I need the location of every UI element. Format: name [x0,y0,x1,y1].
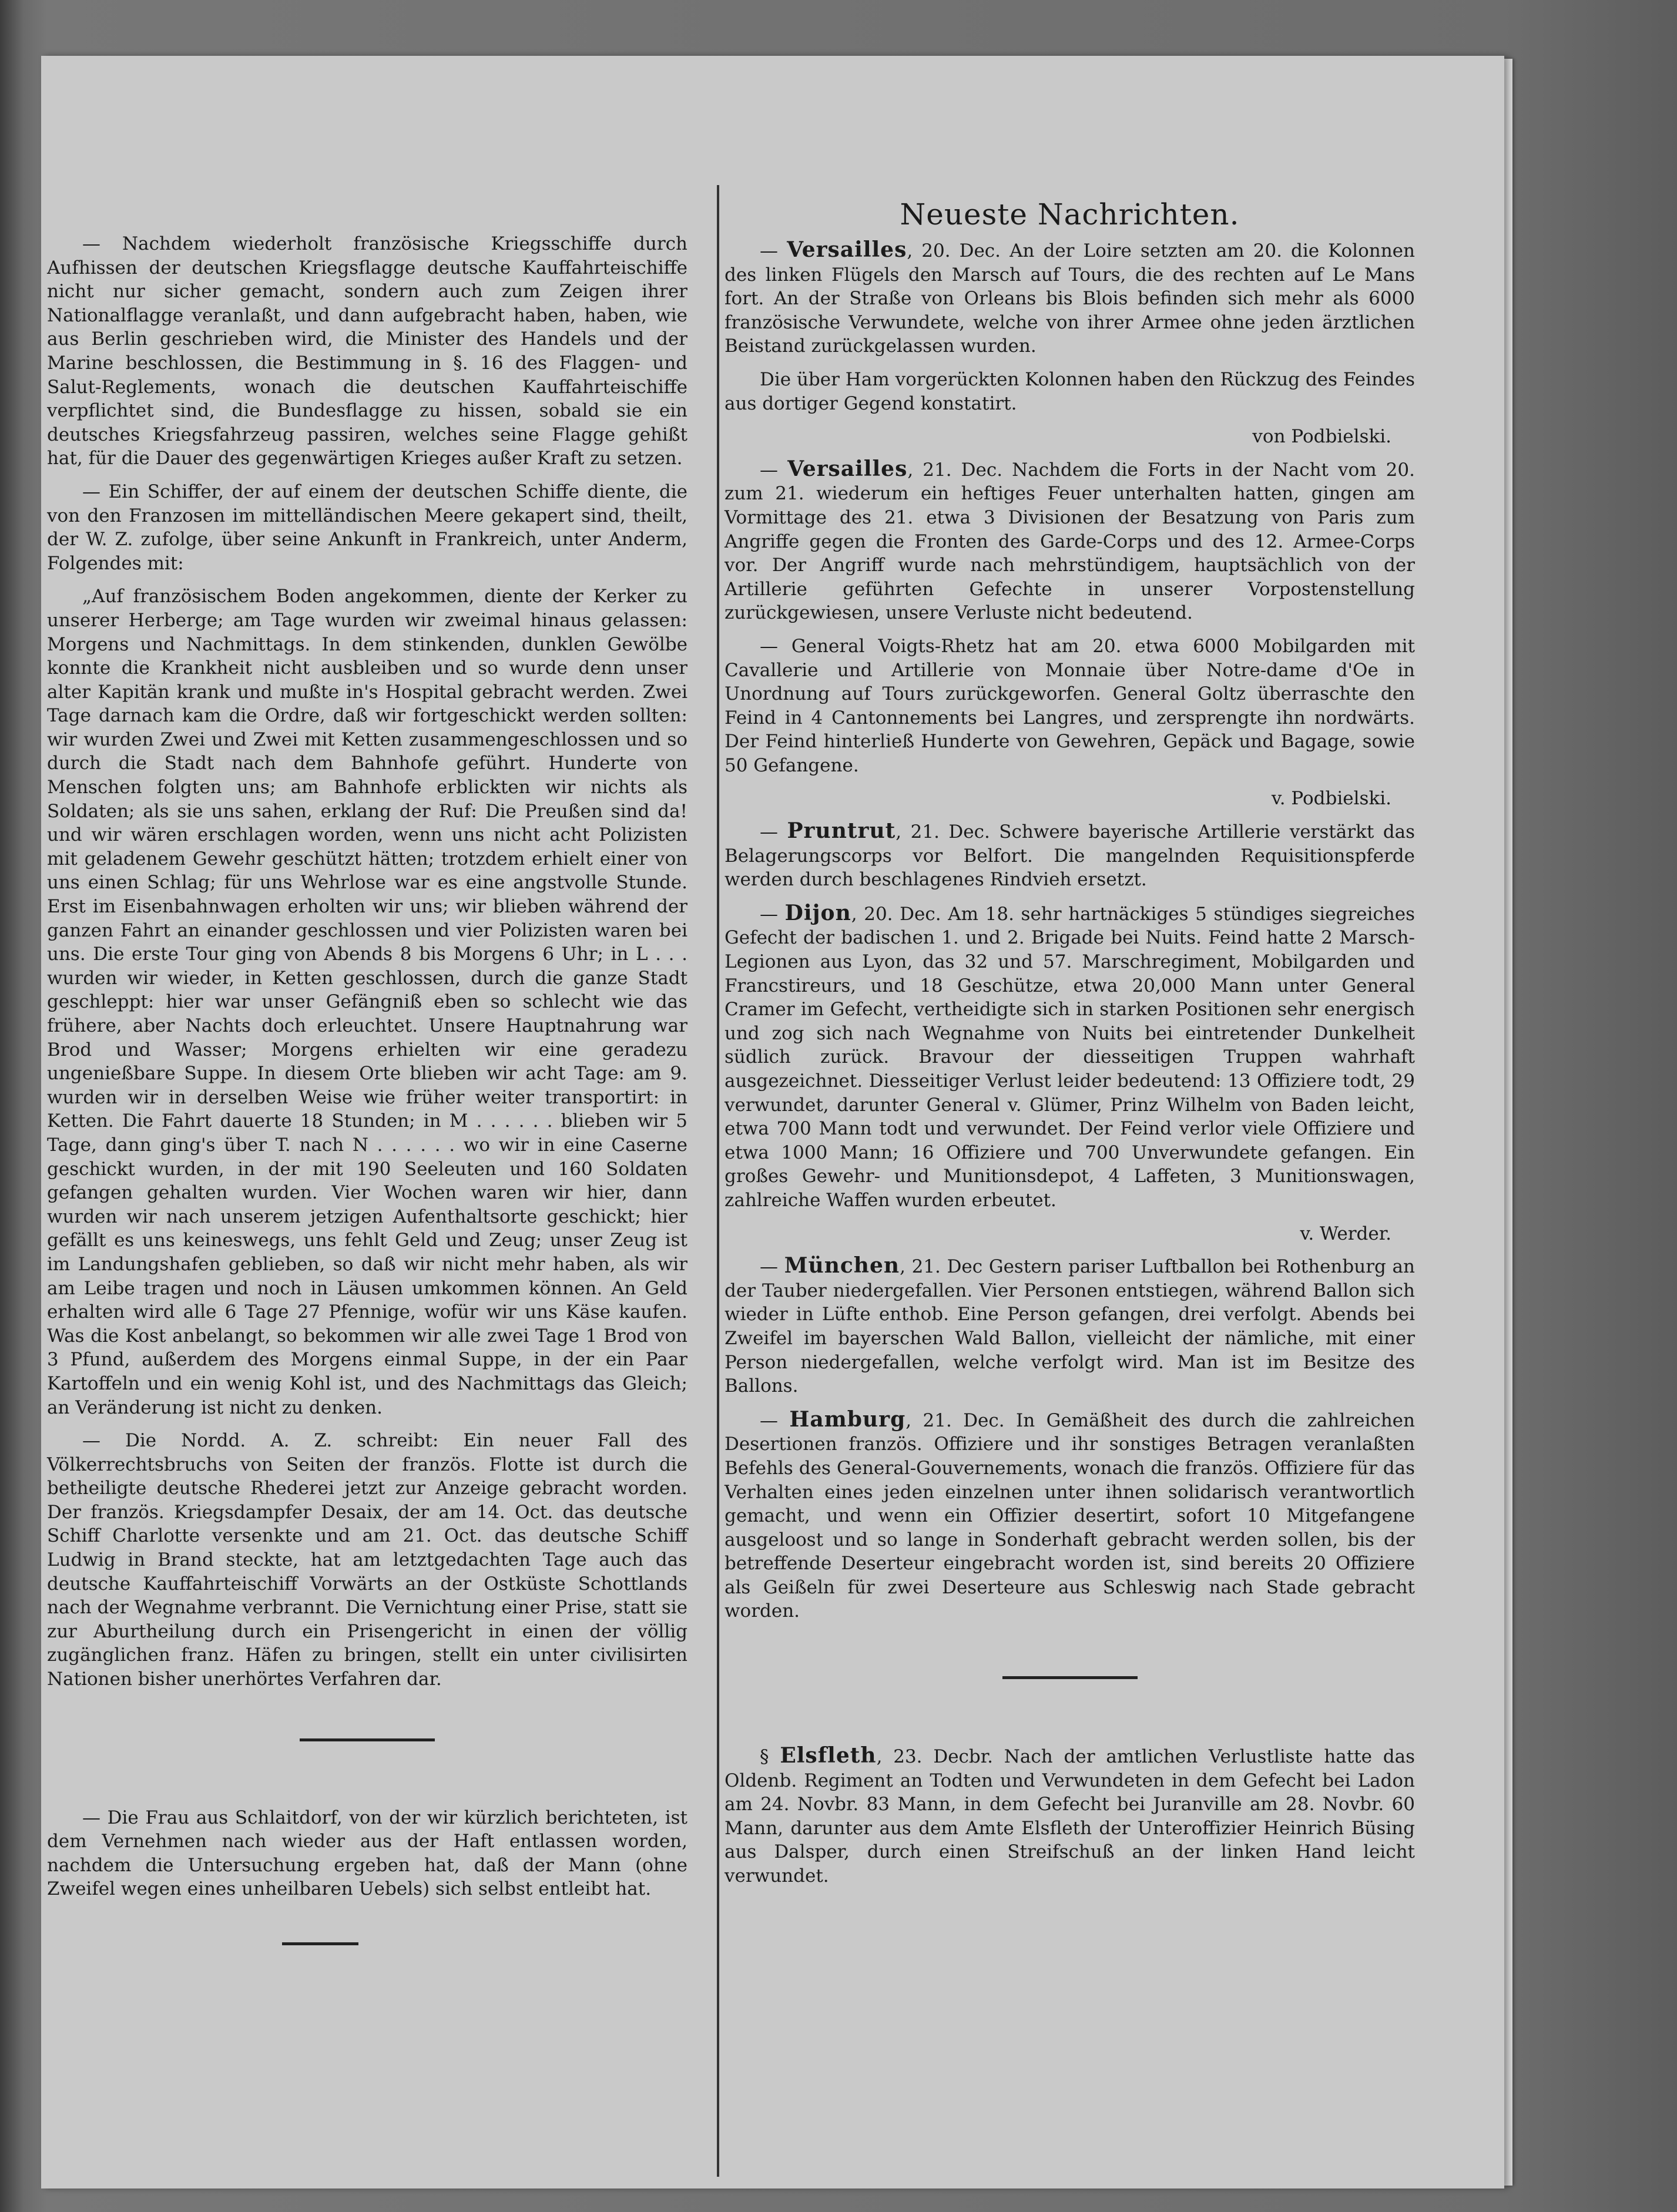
section-heading: Neueste Nachrichten. [900,197,1240,231]
article-flag-rule: — Nachdem wiederholt französische Kriegsschiffe durch Aufhissen der deutschen Kriegsflagge deutsche Kauffahrteischiffe nicht nur sicher gemacht, sondern auch zum Zeigen ihrer Nationalflagge veranlaßt, und dann aufgebracht haben, haben, wie aus Berlin geschrieben wird, die Minister des Handels und der Marine beschlossen, die Bestimmung in §. 16 des Flaggen- und Salut-Reglements, wonach die deutschen Kauffahrteischiffe verpflichtet sind, die Bundesflagge zu hissen, sobald sie ein deutsches Kriegsfahrzeug passiren, welches seine Flagge gehißt hat, für die Dauer des gegenwärtigen Krieges außer Kraft zu setzen. [47,233,687,469]
item-text: , 20. Dec. Am 18. sehr hartnäckiges 5 stündiges siegreiches Gefecht der badischen 1. und 2. Brigade bei Nuits. Feind hatte 2 Marsch-Legionen aus Lyon, das 32 und 57. Marschregiment, Mobilgarden und Francstireurs, und 18 Geschütze, etwa 20,000 Mann unter General Cramer im Gefecht, vertheidigte sich in starken Positionen sehr energisch und zog sich nach Wegnahme von Nuits bei eintretender Dunkelheit südlich zurück. Bravour der diesseitigen Truppen wahrhaft ausgezeichnet. Diesseitiger Verlust leider bedeutend: 13 Offiziere todt, 29 verwundet, darunter General v. Glümer, Prinz Wilhelm von Baden leicht, etwa 700 Mann todt und verwundet. Der Feind verlor viele Offiziere und etwa 1000 Mann; 16 Offiziere und 700 Unverwundete gefangen. Ein großes Gewehr- und Munitionsdepot, 4 Laffeten, 3 Munitionswagen, zahlreiche Waffen wurden erbeutet. [725,903,1415,1211]
news-versailles-20 [725,238,1415,358]
signature: von Podbielski. [1252,426,1391,448]
item-prefix: — [760,821,787,843]
separator-rule [1002,1676,1138,1679]
item-prefix: § [760,1746,780,1768]
article-schlaitdorf: — Die Frau aus Schlaitdorf, von der wir kürzlich berichteten, ist dem Vernehmen nach wieder aus der Haft entlassen worden, nachdem die Untersuchung ergeben hat, daß der Mann (ohne Zweifel wegen eines unheilbaren Uebels) sich selbst entleibt hat. [47,1807,687,1900]
item-prefix: — [760,1409,790,1431]
dateline-place: München [784,1253,900,1278]
news-versailles-21 [725,457,1415,625]
page-edge [1504,59,1512,2186]
item-text: , 21. Dec. Nachdem die Forts in der Nacht vom 20. zum 21. wiederum ein heftiges Feuer unterhalten hatten, gingen am Vormittage des 21. etwa 3 Divisionen der Besatzung von Paris zum Angriffe gegen die Fronten des Garde-Corps und des 12. Armee-Corps vor. Der Angriff wurde nach mehrstündigem, hauptsächlich von der Artillerie geführten Gefechte in unserer Vorpostenstellung zurückgewiesen, unsere Verluste nicht bedeutend. [725,459,1415,624]
item-text: , 21. Dec. In Gemäßheit des durch die zahlreichen Desertionen französ. Offiziere und ihr sonstiges Betragen veranlaßten Befehls des General-Gouvernements, wonach die französ. Offiziere für das Verhalten eines jeden einzelnen unter ihnen solidarisch verantwortlich gemacht, und wenn ein Offizier desertirt, sofort 10 Mitgefangene ausgeloost und so lange in Sonderhaft gebracht werden sollen, bis der betreffende Deserteur eingebracht worden ist, sind bereits 20 Offiziere als Geißeln für zwei Deserteure aus Schleswig nach Stade gebracht worden. [725,1409,1415,1622]
news-muenchen [725,1254,1415,1398]
item-text: , 21. Dec. Schwere bayerische Artillerie verstärkt das Belagerungscorps vor Belfort. Die mangelnden Requisitionspferde werden durch beschlagenes Rindvieh ersetzt. [725,821,1415,891]
news-versailles-20-b: Die über Ham vorgerückten Kolonnen haben den Rückzug des Feindes aus dortiger Gegend konstatirt. [725,368,1415,414]
column-divider [717,185,719,2177]
dateline-place: Versailles [787,237,907,262]
dateline-place: Elsfleth [780,1743,877,1768]
dateline-place: Hamburg [789,1407,906,1432]
item-prefix: — [760,240,787,261]
article-desaix: — Die Nordd. A. Z. schreibt: Ein neuer Fall des Völkerrechtsbruchs von Seiten der französ. Flotte ist durch die betheiligte deutsche Rhederei jetzt zur Anzeige gebracht worden. Der französ. Kriegsdampfer Desaix, der am 14. Oct. das deutsche Schiff Charlotte versenkte und am 21. Oct. das deutsche Schiff Ludwig in Brand steckte, hat am letztgedachten Tage auch das deutsche Kauffahrteischiff Vorwärts an der Ostküste Schottlands nach der Wegnahme verbrannt. Die Vernichtung einer Prise, statt sie zur Aburtheilung durch ein Prisengericht in einen der völlig zugänglichen franz. Häfen zu bringen, stellt ein unter civilisirten Nationen bisher unerhörtes Verfahren dar. [47,1430,687,1690]
article-sailor-intro: — Ein Schiffer, der auf einem der deutschen Schiffe diente, die von den Franzosen im mittelländischen Meere gekapert sind, theilt, der W. Z. zufolge, über seine Ankunft in Frankreich, unter Anderm, Folgendes mit: [47,481,687,574]
news-voigts-rhetz: — General Voigts-Rhetz hat am 20. etwa 6000 Mobilgarden mit Cavallerie und Artillerie von Monnaie über Notre-dame d'Oe in Unordnung auf Tours zurückgeworfen. General Goltz überraschte den Feind in 4 Cantonnements bei Langres, und zersprengte ihn nordwärts. Der Feind hinterließ Hunderte von Gewehren, Gepäck und Bagage, sowie 50 Gefangene. [725,635,1415,776]
news-elsfleth [725,1744,1415,1888]
signature: v. Podbielski. [1271,788,1391,810]
news-dijon [725,901,1415,1213]
dateline-place: Dijon [784,900,851,925]
article-sailor-report: „Auf französischem Boden angekommen, diente der Kerker zu unserer Herberge; am Tage wurden wir zweimal hinaus gelassen: Morgens und Nachmittags. In dem stinkenden, dunklen Gewölbe konnte die Krankheit nicht ausbleiben und so wurde denn unser alter Kapitän krank und mußte in's Hospital gebracht werden. Zwei Tage darnach kam die Ordre, daß wir fortgeschickt werden sollten: wir wurden Zwei und Zwei mit Ketten zusammengeschlossen und so durch die Stadt nach dem Bahnhofe geführt. Hunderte von Menschen folgten uns; am Bahnhofe erblickten wir nichts als Soldaten; als sie uns sahen, erklang der Ruf: Die Preußen sind da! und wir wären erschlagen worden, wenn uns nicht acht Polizisten mit geladenem Gewehr geschützt hätten; trotzdem erhielt einer von uns einen Schlag; für uns Wehrlose war es eine angstvolle Stunde. Erst im Eisenbahnwagen erholten wir uns; wir blieben während der ganzen Fahrt an einander geschlossen und vier Polizisten waren bei uns. Die erste Tour ging von Abends 8 bis Morgens 6 Uhr; in L . . . wurden wir wieder, in Ketten geschlossen, durch die ganze Stadt geschleppt: hier war unser Gefängniß eben so schlecht wie das frühere, aber Nachts doch erleuchtet. Unsere Hauptnahrung war Brod und Wasser; Morgens erhielten wir eine geradezu ungenießbare Suppe. In diesem Orte blieben wir acht Tage: am 9. wurden wir in derselben Weise wie früher weiter transportirt: in Ketten. Die Fahrt dauerte 18 Stunden; in M . . . . . . blieben wir 5 Tage, dann ging's über T. nach N . . . . . . wo wir in eine Caserne geschickt wurden, in der mit 190 Seeleuten und 160 Soldaten gefangen gehalten wurden. Vier Wochen waren wir hier, dann wurden wir nach unserem jetzigen Aufenthaltsorte geschickt; hier gefällt es uns keineswegs, uns fehlt Geld und Zeug; unser Zeug ist im Landungshafen geblieben, so daß wir nicht mehr haben, als wir am Leibe tragen und noch in Läusen umkommen können. An Geld erhalten wird alle 6 Tage 27 Pfennige, wofür wir uns Käse kaufen. Was die Kost anbelangt, so bekommen wir alle zwei Tage 1 Brod von 3 Pfund, außerdem des Morgens einmal Suppe, in der ein Paar Kartoffeln und ein wenig Kohl ist, und des Nachmittags das Gleich; an Veränderung ist nicht zu denken. [47,586,687,1418]
news-pruntrut [725,819,1415,892]
left-column [47,232,687,1945]
item-prefix: — [760,459,788,481]
item-prefix: — [760,1256,784,1278]
dateline-place: Pruntrut [787,818,896,844]
item-text: , 20. Dec. An der Loire setzten am 20. die Kolonnen des linken Flügels den Marsch auf Tours, die des rechten auf Le Mans fort. An der Straße von Orleans bis Blois befinden sich mehr als 6000 französische Verwundete, welche von ihrer Armee ohne jeden ärztlichen Beistand zurückgelassen wurden. [725,240,1415,357]
right-column [725,197,1415,1898]
separator-rule [282,1942,358,1945]
news-hamburg [725,1408,1415,1623]
newspaper-page [41,56,1504,2188]
signature: v. Werder. [1300,1223,1391,1244]
item-text: , 21. Dec Gestern pariser Luftballon bei Rothenburg an der Tauber niedergefallen. Vier Personen entstiegen, während Ballon sich wieder in Lüfte enthob. Eine Person gefangen, drei verfolgt. Abends bei Zweifel im bayerschen Wald Ballon, vielleicht der nämliche, mit einer Person niedergefallen, welche verfolgt wird. Man ist im Besitze des Ballons. [725,1256,1415,1397]
item-prefix: — [760,903,785,925]
dateline-place: Versailles [787,456,908,481]
separator-rule [300,1738,435,1741]
item-text: , 23. Decbr. Nach der amtlichen Verlustliste hatte das Oldenb. Regiment an Todten und Verwundeten in dem Gefecht bei Ladon am 24. Novbr. 83 Mann, in dem Gefecht bei Juranville am 28. Novbr. 60 Mann, darunter aus dem Amte Elsfleth der Unteroffizier Heinrich Büsing aus Dalsper, durch einen Streifschuß an der linken Hand leicht verwundet. [725,1746,1416,1887]
